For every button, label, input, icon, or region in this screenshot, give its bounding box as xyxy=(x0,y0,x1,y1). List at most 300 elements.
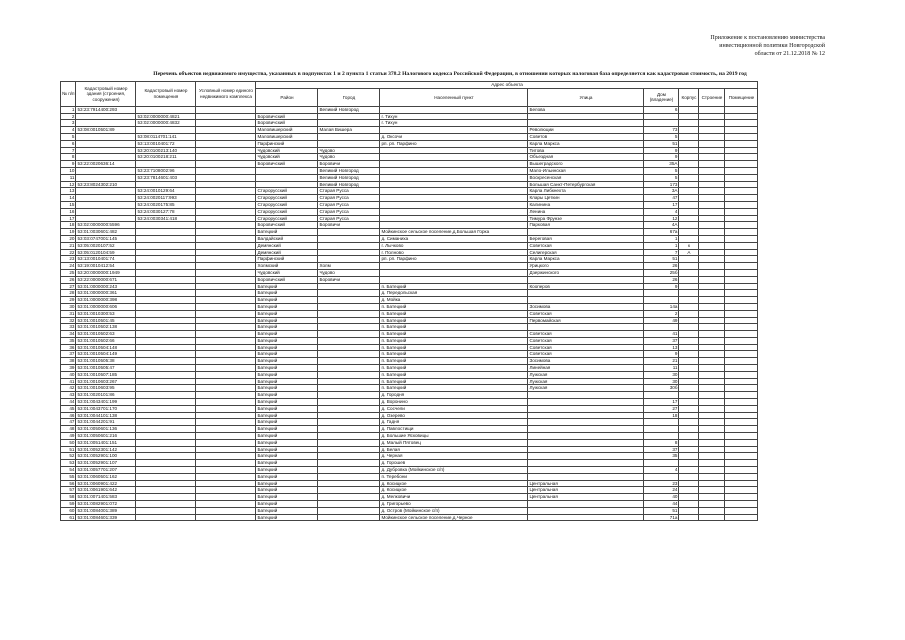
cell-city xyxy=(318,303,380,310)
cell-stroenie xyxy=(699,385,725,392)
table-row xyxy=(61,215,758,222)
cell-korpus xyxy=(679,208,699,215)
cell-stroenie xyxy=(699,337,725,344)
cell-house: 51 xyxy=(644,140,679,147)
cell-district: Демянский xyxy=(256,249,318,256)
cell-room xyxy=(725,494,758,501)
cell-room xyxy=(725,283,758,290)
cell-district: Батецкий xyxy=(256,283,318,290)
cell-cond-num xyxy=(196,324,256,331)
cell-korpus xyxy=(679,446,699,453)
cell-stroenie xyxy=(699,276,725,283)
cell-house: 4А xyxy=(644,222,679,229)
cell-cond-num xyxy=(196,235,256,242)
cell-stroenie xyxy=(699,358,725,365)
cell-row-num: 58 xyxy=(61,494,76,501)
cell-city xyxy=(318,405,380,412)
table-row xyxy=(61,161,758,168)
cell-settlement: п. Батецкий xyxy=(380,358,528,365)
cell-korpus xyxy=(679,487,699,494)
cell-settlement: п. Батецкий xyxy=(380,351,528,358)
cell-district: Чудовский xyxy=(256,269,318,276)
cell-city xyxy=(318,120,380,127)
cell-settlement: д. Горошев xyxy=(380,460,528,467)
table-row xyxy=(61,297,758,304)
cell-stroenie xyxy=(699,351,725,358)
cell-cond-num xyxy=(196,127,256,134)
cell-korpus xyxy=(679,256,699,263)
cell-settlement xyxy=(380,188,528,195)
cell-settlement: п. Батецкий xyxy=(380,337,528,344)
cell-cad-building xyxy=(76,195,136,202)
cell-street: Зосимова xyxy=(528,358,644,365)
cell-street: Центральная xyxy=(528,480,644,487)
cell-city xyxy=(318,501,380,508)
cell-district: Батецкий xyxy=(256,405,318,412)
appendix-line: инвестиционной политики Новгородской xyxy=(719,43,825,49)
cell-cad-room xyxy=(136,269,196,276)
cell-cad-room xyxy=(136,378,196,385)
cell-row-num: 15 xyxy=(61,201,76,208)
cell-cad-room xyxy=(136,385,196,392)
cell-cad-building: 53:01:0050601:136 xyxy=(76,426,136,433)
cell-row-num: 48 xyxy=(61,426,76,433)
cell-district xyxy=(256,106,318,113)
cell-district: Боровичский xyxy=(256,276,318,283)
cell-stroenie xyxy=(699,181,725,188)
table-row xyxy=(61,331,758,338)
cell-korpus xyxy=(679,263,699,270)
cell-street: Береговая xyxy=(528,235,644,242)
cell-cad-room xyxy=(136,337,196,344)
cell-cad-building: 53:01:0010504:148 xyxy=(76,344,136,351)
cell-korpus xyxy=(679,433,699,440)
cell-house xyxy=(644,460,679,467)
cell-district: Батецкий xyxy=(256,229,318,236)
cell-street xyxy=(528,412,644,419)
appendix-line: области от 21.12.2018 № 12 xyxy=(754,51,825,57)
cell-stroenie xyxy=(699,514,725,521)
cell-korpus xyxy=(679,405,699,412)
cell-street: Карла Маркса xyxy=(528,140,644,147)
cell-city xyxy=(318,297,380,304)
cell-street: Воскресенская xyxy=(528,174,644,181)
cell-street xyxy=(528,229,644,236)
cell-district: Демянский xyxy=(256,242,318,249)
cell-settlement: п. Теребони xyxy=(380,473,528,480)
cell-row-num: 8 xyxy=(61,154,76,161)
cell-house: 6 xyxy=(644,106,679,113)
cell-house: 17 xyxy=(644,201,679,208)
cell-room xyxy=(725,269,758,276)
cell-cad-building: 53:19:0010412:54 xyxy=(76,263,136,270)
table-row xyxy=(61,371,758,378)
cell-row-num: 7 xyxy=(61,147,76,154)
cell-city: Великий Новгород xyxy=(318,167,380,174)
cell-cad-building xyxy=(76,140,136,147)
table-row xyxy=(61,249,758,256)
cell-street: Зосимова xyxy=(528,303,644,310)
cell-korpus xyxy=(679,106,699,113)
cell-house: 67а xyxy=(644,229,679,236)
cell-cond-num xyxy=(196,297,256,304)
cell-settlement xyxy=(380,174,528,181)
cell-city xyxy=(318,249,380,256)
cell-cond-num xyxy=(196,154,256,161)
cell-district: Батецкий xyxy=(256,514,318,521)
cell-row-num: 53 xyxy=(61,460,76,467)
cell-district: Батецкий xyxy=(256,378,318,385)
table-row xyxy=(61,365,758,372)
cell-house xyxy=(644,433,679,440)
header-stroenie: Строение xyxy=(699,88,725,106)
header-address: Адрес объекта xyxy=(256,82,758,89)
cell-cad-building: 53:02:0000000:5596 xyxy=(76,222,136,229)
cell-city: Старая Русса xyxy=(318,195,380,202)
header-room: Помещение xyxy=(725,88,758,106)
cell-room xyxy=(725,113,758,120)
cell-cad-room xyxy=(136,507,196,514)
cell-stroenie xyxy=(699,242,725,249)
cell-korpus xyxy=(679,147,699,154)
cell-house: 5 xyxy=(644,133,679,140)
table-row xyxy=(61,514,758,521)
cell-room xyxy=(725,174,758,181)
cell-room xyxy=(725,127,758,134)
cell-stroenie xyxy=(699,222,725,229)
cell-cond-num xyxy=(196,283,256,290)
cell-city: Чудово xyxy=(318,269,380,276)
cell-settlement: д. Гадня xyxy=(380,419,528,426)
header-cad-building: Кадастровый номер здания (строения, сооружения) xyxy=(76,82,136,107)
cell-row-num: 37 xyxy=(61,351,76,358)
cell-city xyxy=(318,371,380,378)
property-register-table xyxy=(60,81,758,521)
cell-district: Батецкий xyxy=(256,310,318,317)
cell-cad-building: 53:01:0010502:63 xyxy=(76,331,136,338)
cell-settlement: д. Городня xyxy=(380,392,528,399)
cell-settlement: п. Батецкий xyxy=(380,303,528,310)
cell-korpus xyxy=(679,453,699,460)
table-row xyxy=(61,344,758,351)
cell-settlement: д. Черная xyxy=(380,453,528,460)
header-korpus: Корпус xyxy=(679,88,699,106)
cell-street xyxy=(528,514,644,521)
cell-row-num: 52 xyxy=(61,453,76,460)
cell-house xyxy=(644,290,679,297)
cell-settlement: г. Лычково xyxy=(380,242,528,249)
cell-row-num: 28 xyxy=(61,290,76,297)
table-row xyxy=(61,399,758,406)
cell-street: Карла Либкнехта xyxy=(528,188,644,195)
cell-row-num: 29 xyxy=(61,297,76,304)
cell-settlement xyxy=(380,201,528,208)
cell-settlement: п. Батецкий xyxy=(380,344,528,351)
cell-house: 14а xyxy=(644,303,679,310)
cell-street: Советская xyxy=(528,344,644,351)
cell-cad-building: 53:23:8024302:210 xyxy=(76,181,136,188)
cell-house: 73 xyxy=(644,127,679,134)
cell-city xyxy=(318,487,380,494)
cell-korpus xyxy=(679,167,699,174)
cell-korpus xyxy=(679,494,699,501)
cell-cond-num xyxy=(196,514,256,521)
cell-row-num: 32 xyxy=(61,317,76,324)
cell-korpus xyxy=(679,188,699,195)
cell-settlement: п. Батецкий xyxy=(380,317,528,324)
cell-korpus xyxy=(679,371,699,378)
cell-house xyxy=(644,324,679,331)
cell-row-num: 50 xyxy=(61,439,76,446)
cell-cad-room xyxy=(136,412,196,419)
cell-district: Батецкий xyxy=(256,303,318,310)
cell-cond-num xyxy=(196,113,256,120)
cell-district xyxy=(256,174,318,181)
cell-row-num: 2 xyxy=(61,113,76,120)
cell-settlement: п. Батецкий xyxy=(380,371,528,378)
cell-row-num: 49 xyxy=(61,433,76,440)
cell-korpus xyxy=(679,297,699,304)
cell-house: 30 xyxy=(644,371,679,378)
cell-cad-room xyxy=(136,365,196,372)
cell-street: Советская xyxy=(528,351,644,358)
cell-cond-num xyxy=(196,399,256,406)
cell-cad-building xyxy=(76,174,136,181)
cell-room xyxy=(725,181,758,188)
cell-city xyxy=(318,439,380,446)
cell-korpus xyxy=(679,358,699,365)
cell-stroenie xyxy=(699,453,725,460)
table-row xyxy=(61,120,758,127)
table-row xyxy=(61,133,758,140)
cell-district: Батецкий xyxy=(256,324,318,331)
cell-cad-room xyxy=(136,161,196,168)
cell-district: Батецкий xyxy=(256,392,318,399)
cell-room xyxy=(725,412,758,419)
cell-street: Карла Маркса xyxy=(528,256,644,263)
cell-city: Холм xyxy=(318,263,380,270)
cell-cad-building: 53:01:0010502:138 xyxy=(76,324,136,331)
table-row xyxy=(61,181,758,188)
cell-cond-num xyxy=(196,480,256,487)
cell-cad-building: 53:01:0044101:138 xyxy=(76,412,136,419)
cell-korpus xyxy=(679,113,699,120)
cell-room xyxy=(725,154,758,161)
cell-settlement: п. Батецкий xyxy=(380,385,528,392)
cell-cad-room xyxy=(136,256,196,263)
cell-stroenie xyxy=(699,208,725,215)
cell-street: Клары Цеткин xyxy=(528,195,644,202)
cell-cond-num xyxy=(196,419,256,426)
cell-house: 21 xyxy=(644,358,679,365)
cell-korpus xyxy=(679,174,699,181)
cell-stroenie xyxy=(699,161,725,168)
cell-korpus xyxy=(679,195,699,202)
cell-street: Советская xyxy=(528,242,644,249)
cell-korpus xyxy=(679,181,699,188)
cell-settlement: п. Батецкий xyxy=(380,283,528,290)
cell-stroenie xyxy=(699,324,725,331)
cell-district: Старорусский xyxy=(256,215,318,222)
cell-district: Батецкий xyxy=(256,358,318,365)
cell-korpus xyxy=(679,426,699,433)
cell-cad-building: 53:01:0000000:606 xyxy=(76,303,136,310)
cell-cad-room xyxy=(136,494,196,501)
cell-stroenie xyxy=(699,433,725,440)
cell-stroenie xyxy=(699,473,725,480)
cell-cond-num xyxy=(196,378,256,385)
table-row xyxy=(61,385,758,392)
table-row xyxy=(61,480,758,487)
cell-city xyxy=(318,256,380,263)
cell-city xyxy=(318,412,380,419)
cell-cad-room xyxy=(136,405,196,412)
cell-row-num: 42 xyxy=(61,385,76,392)
cell-settlement: д. Оксочи xyxy=(380,133,528,140)
table-row xyxy=(61,310,758,317)
cell-cond-num xyxy=(196,344,256,351)
cell-korpus xyxy=(679,290,699,297)
cell-row-num: 44 xyxy=(61,399,76,406)
cell-street: Лужская xyxy=(528,371,644,378)
cell-settlement xyxy=(380,106,528,113)
cell-house: 5 xyxy=(644,167,679,174)
cell-city: Старая Русса xyxy=(318,188,380,195)
cell-district xyxy=(256,181,318,188)
cell-street: Калинина xyxy=(528,201,644,208)
cell-stroenie xyxy=(699,317,725,324)
cell-city xyxy=(318,514,380,521)
cell-cad-room: 53:02:0000000:4821 xyxy=(136,113,196,120)
cell-district: Батецкий xyxy=(256,351,318,358)
cell-stroenie xyxy=(699,405,725,412)
cell-stroenie xyxy=(699,426,725,433)
cell-cad-room xyxy=(136,419,196,426)
cell-district: Валдайский xyxy=(256,235,318,242)
cell-korpus xyxy=(679,419,699,426)
cell-cad-room: 53:24:0030341:418 xyxy=(136,215,196,222)
cell-street xyxy=(528,290,644,297)
cell-korpus xyxy=(679,222,699,229)
cell-district: Батецкий xyxy=(256,419,318,426)
cell-room xyxy=(725,290,758,297)
cell-row-num: 56 xyxy=(61,480,76,487)
cell-street: Вышеградского xyxy=(528,161,644,168)
cell-cond-num xyxy=(196,467,256,474)
cell-room xyxy=(725,201,758,208)
cell-street xyxy=(528,473,644,480)
cell-cond-num xyxy=(196,365,256,372)
cell-city xyxy=(318,399,380,406)
table-row xyxy=(61,494,758,501)
cell-cond-num xyxy=(196,412,256,419)
cell-settlement xyxy=(380,208,528,215)
cell-street: Ленина xyxy=(528,208,644,215)
cell-house: 30б xyxy=(644,385,679,392)
cell-house: 11 xyxy=(644,365,679,372)
cell-settlement: п. Батецкий xyxy=(380,365,528,372)
cell-room xyxy=(725,317,758,324)
cell-street xyxy=(528,426,644,433)
cell-house: 18 xyxy=(644,412,679,419)
cell-cad-building: 53:01:0010505:38 xyxy=(76,358,136,365)
cell-city: Боровичи xyxy=(318,161,380,168)
cell-house: 13 xyxy=(644,344,679,351)
cell-cad-room xyxy=(136,127,196,134)
table-row xyxy=(61,154,758,161)
cell-city xyxy=(318,453,380,460)
cell-district: Маловишерский xyxy=(256,127,318,134)
cell-house: 41 xyxy=(644,331,679,338)
cell-korpus xyxy=(679,507,699,514)
cell-room xyxy=(725,344,758,351)
cell-house: 5 xyxy=(644,174,679,181)
table-row xyxy=(61,113,758,120)
cell-room xyxy=(725,195,758,202)
cell-stroenie xyxy=(699,106,725,113)
cell-district: Боровичский xyxy=(256,161,318,168)
cell-house: 9 xyxy=(644,154,679,161)
cell-street: Революции xyxy=(528,127,644,134)
cell-city xyxy=(318,365,380,372)
cell-settlement: д. Малый Пятовец xyxy=(380,439,528,446)
cell-street xyxy=(528,399,644,406)
cell-cond-num xyxy=(196,229,256,236)
table-row xyxy=(61,439,758,446)
cell-cond-num xyxy=(196,256,256,263)
cell-row-num: 35 xyxy=(61,337,76,344)
cell-room xyxy=(725,385,758,392)
cell-cad-room xyxy=(136,303,196,310)
cell-district: Чудовский xyxy=(256,154,318,161)
cell-district: Батецкий xyxy=(256,365,318,372)
cell-cond-num xyxy=(196,120,256,127)
cell-cond-num xyxy=(196,358,256,365)
cell-city: Старая Русса xyxy=(318,208,380,215)
cell-house: 71а xyxy=(644,514,679,521)
cell-cad-room: 53:02:0000000:4832 xyxy=(136,120,196,127)
cell-house: 35 xyxy=(644,453,679,460)
cell-district: Чудовский xyxy=(256,147,318,154)
cell-room xyxy=(725,120,758,127)
cell-cad-building: 53:01:0010504:149 xyxy=(76,351,136,358)
table-row xyxy=(61,317,758,324)
cell-cond-num xyxy=(196,439,256,446)
cell-room xyxy=(725,487,758,494)
cell-cad-building: 53:01:0044201:91 xyxy=(76,419,136,426)
cell-korpus xyxy=(679,331,699,338)
cell-cad-building: 53:01:0082901:072 xyxy=(76,501,136,508)
cell-cad-building: 53:01:0043701:170 xyxy=(76,405,136,412)
cell-cond-num xyxy=(196,106,256,113)
cell-district: Боровичский xyxy=(256,113,318,120)
cell-cond-num xyxy=(196,392,256,399)
cell-cond-num xyxy=(196,290,256,297)
cell-house xyxy=(644,120,679,127)
cell-district: Батецкий xyxy=(256,433,318,440)
cell-city xyxy=(318,337,380,344)
cell-settlement xyxy=(380,147,528,154)
cell-room xyxy=(725,453,758,460)
cell-room xyxy=(725,276,758,283)
cell-row-num: 59 xyxy=(61,501,76,508)
cell-settlement xyxy=(380,154,528,161)
cell-korpus xyxy=(679,269,699,276)
cell-stroenie xyxy=(699,501,725,508)
cell-district: Батецкий xyxy=(256,453,318,460)
cell-room xyxy=(725,208,758,215)
cell-stroenie xyxy=(699,392,725,399)
